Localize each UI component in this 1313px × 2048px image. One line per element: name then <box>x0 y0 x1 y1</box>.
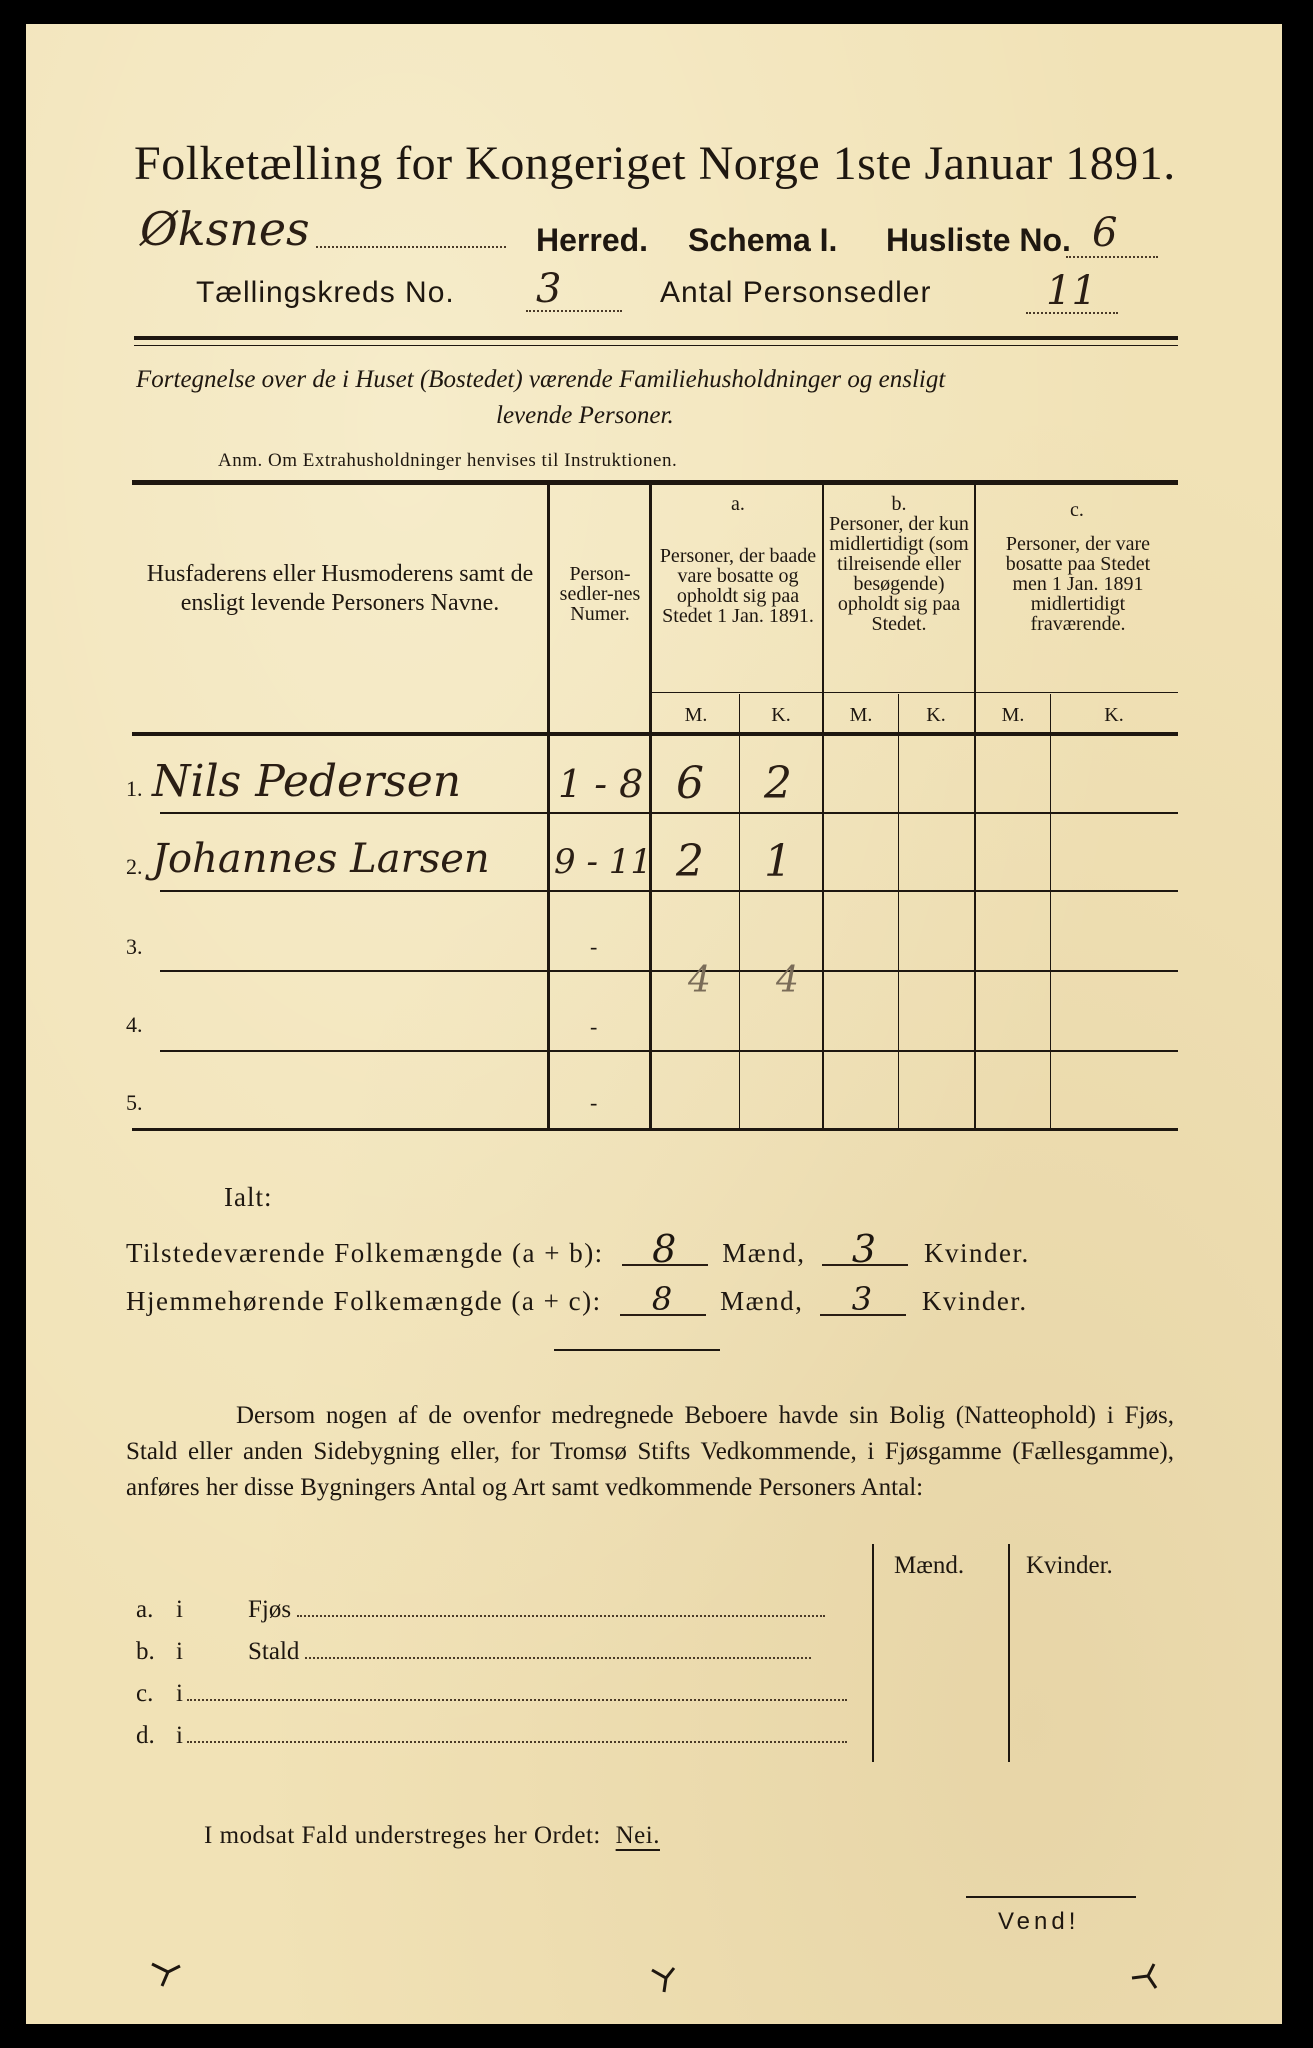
hjemme-kvinder: 3 <box>820 1284 906 1316</box>
a-subheader-rule <box>652 692 822 693</box>
col-rule-c-mk <box>1050 694 1051 1128</box>
vend-text: Vend! <box>998 1908 1080 1935</box>
header-rule-thin <box>134 345 1178 346</box>
ob-item-d-letter: d. <box>136 1722 155 1749</box>
table-top-rule <box>132 480 1178 485</box>
modsat-line <box>204 1822 660 1850</box>
c-m-label: M. <box>1001 704 1025 726</box>
ob-item-b-prep: i <box>176 1638 183 1665</box>
ob-item-c-letter: c. <box>136 1680 154 1707</box>
ob-item-a-prep: i <box>176 1596 183 1623</box>
section-divider <box>554 1349 720 1351</box>
ob-item-a <box>136 1596 825 1624</box>
intro-line-1: Fortegnelse over de i Huset (Bostedet) værende Familiehusholdninger og ensligt <box>136 366 946 393</box>
hjemme-label: Hjemmehørende Folkemængde (a + c): <box>126 1286 602 1316</box>
row-line-1 <box>160 812 1178 814</box>
row-4-numer: - <box>590 1014 598 1039</box>
col-b-header: Personer, der kun midlertidigt (som tilreisende eller besøgende) opholdt sig paa Stedet. <box>829 513 969 635</box>
row-line-4 <box>160 1050 1178 1052</box>
col-c-letter: c. <box>1070 499 1084 521</box>
row-3-numer: - <box>590 934 598 959</box>
col-c-header: Personer, der vare bosatte paa Stedet men 1 Jan. 1891 midlertidigt fraværende. <box>1005 533 1151 635</box>
herred-dots <box>316 246 506 248</box>
row-1-a-k: 2 <box>764 758 792 809</box>
b-subheader-rule <box>824 692 974 693</box>
row-3-a-k: 4 <box>776 960 799 1001</box>
c-k-label: K. <box>1104 704 1124 726</box>
row-1-a-m: 6 <box>676 758 704 809</box>
tilstede-label: Tilstedeværende Folkemængde (a + b): <box>126 1238 604 1268</box>
ob-item-d <box>136 1722 847 1750</box>
tilstede-kvinder-word: Kvinder. <box>923 1238 1030 1268</box>
ob-item-c <box>136 1680 847 1708</box>
ob-item-c-dots <box>187 1699 847 1701</box>
tilstede-maend-word: Mænd, <box>722 1238 806 1268</box>
row-line-2 <box>160 890 1178 892</box>
antal-value: 11 <box>1046 268 1097 314</box>
row-4-number: 4. <box>126 1012 143 1037</box>
tilstede-maend: 8 <box>622 1234 708 1266</box>
ob-col-rule-2 <box>1008 1544 1010 1762</box>
row-1-number: 1. <box>126 776 143 801</box>
col-a-header: Personer, der baade vare bosatte og opholdt sig paa Stedet 1 Jan. 1891. <box>659 545 817 627</box>
kreds-dots <box>526 310 622 312</box>
tack-mark-left-icon <box>146 1954 186 1994</box>
hjemme-maend-word: Mænd, <box>720 1286 804 1316</box>
antal-dots <box>1026 312 1118 314</box>
ob-item-b-letter: b. <box>136 1638 155 1665</box>
b-m-label: M. <box>849 704 873 726</box>
row-3-a-m: 4 <box>688 960 711 1001</box>
antal-label: Antal Personsedler <box>660 276 932 309</box>
herred-value: Øksnes <box>140 202 310 256</box>
husliste-label: Husliste No. <box>886 222 1071 258</box>
col-rule-b-mk <box>898 694 899 1128</box>
row-line-3 <box>160 970 1178 972</box>
ob-item-d-dots <box>187 1741 847 1743</box>
row-2-number: 2. <box>126 854 143 879</box>
row-5-number: 5. <box>126 1090 143 1115</box>
row-2-numer: 9 - 11 <box>554 842 652 882</box>
husliste-value: 6 <box>1092 210 1118 256</box>
ialt-label: Ialt: <box>224 1182 273 1212</box>
outbuildings-paragraph: Dersom nogen af de ovenfor medregnede Beboere havde sin Bolig (Natteophold) i Fjøs, Stald eller anden Sidebygning eller, for Tromsø Stifts Vedkommende, i Fjøsgamme (Fællesgamme), anføres her disse Bygningers Antal og Art samt vedkommende Personers Antal: <box>126 1402 1174 1501</box>
b-k-label: K. <box>926 704 946 726</box>
table-header-bottom-rule <box>132 732 1178 736</box>
row-1-name: Nils Pedersen <box>152 756 462 807</box>
ob-maend-header: Mænd. <box>894 1552 965 1579</box>
hjemme-kvinder-word: Kvinder. <box>921 1286 1028 1316</box>
col-rule-numer <box>649 485 652 1128</box>
ob-kvinder-header: Kvinder. <box>1026 1552 1113 1579</box>
schema-label: Schema I. <box>688 222 838 258</box>
row-3-number: 3. <box>126 934 143 959</box>
row-2-a-m: 2 <box>676 836 704 887</box>
ob-item-c-prep: i <box>176 1680 183 1707</box>
tilstede-kvinder: 3 <box>822 1234 908 1266</box>
col-rule-name <box>547 485 550 1128</box>
nei-word: Nei. <box>615 1822 660 1849</box>
form-title: Folketælling for Kongeriget Norge 1ste Januar 1891. <box>134 137 1176 190</box>
row-2-a-k: 1 <box>764 836 792 887</box>
row-1-numer: 1 - 8 <box>558 762 644 806</box>
ialt-line-2 <box>126 1280 1028 1318</box>
husliste-dots <box>1066 256 1158 258</box>
tack-mark-right-icon <box>1126 1958 1166 1998</box>
ob-item-b <box>136 1638 811 1666</box>
header-rule-thick <box>134 336 1178 340</box>
col-a-letter: a. <box>731 493 745 515</box>
row-2-name: Johannes Larsen <box>152 836 490 882</box>
intro-line-2: levende Personer. <box>496 402 674 429</box>
herred-label: Herred. <box>536 222 649 258</box>
a-m-label: M. <box>684 704 708 726</box>
col-rule-a <box>822 485 824 1128</box>
col-rule-a-mk <box>739 694 740 1128</box>
ob-item-a-letter: a. <box>136 1596 154 1623</box>
kreds-label: Tællingskreds No. <box>196 276 455 309</box>
ob-item-a-label: Fjøs <box>248 1596 292 1623</box>
col-rule-b <box>974 485 976 1128</box>
col-name-header: Husfaderens eller Husmoderens samt de ensligt levende Personers Navne. <box>146 561 534 616</box>
ob-col-rule-1 <box>872 1544 874 1762</box>
anm-note: Anm. Om Extrahusholdninger henvises til Instruktionen. <box>218 450 678 471</box>
col-numer-header: Person-sedler-nes Numer. <box>559 563 641 625</box>
modsat-text: I modsat Fald understreges her Ordet: <box>204 1822 601 1849</box>
ialt-line-1 <box>126 1227 1030 1271</box>
col-b-letter: b. <box>891 493 907 515</box>
kreds-value: 3 <box>536 266 562 312</box>
tack-mark-center-icon <box>646 1960 686 2000</box>
hjemme-maend: 8 <box>620 1284 706 1316</box>
ob-item-b-label: Stald <box>248 1638 300 1665</box>
row-5-numer: - <box>590 1090 598 1115</box>
a-k-label: K. <box>771 704 791 726</box>
ob-item-b-dots <box>305 1657 811 1659</box>
census-form <box>26 24 1282 2024</box>
ob-item-d-prep: i <box>176 1722 183 1749</box>
ob-item-a-dots <box>297 1615 825 1617</box>
c-subheader-rule <box>976 692 1178 693</box>
table-bottom-rule <box>132 1128 1178 1131</box>
vend-rule <box>966 1896 1136 1898</box>
